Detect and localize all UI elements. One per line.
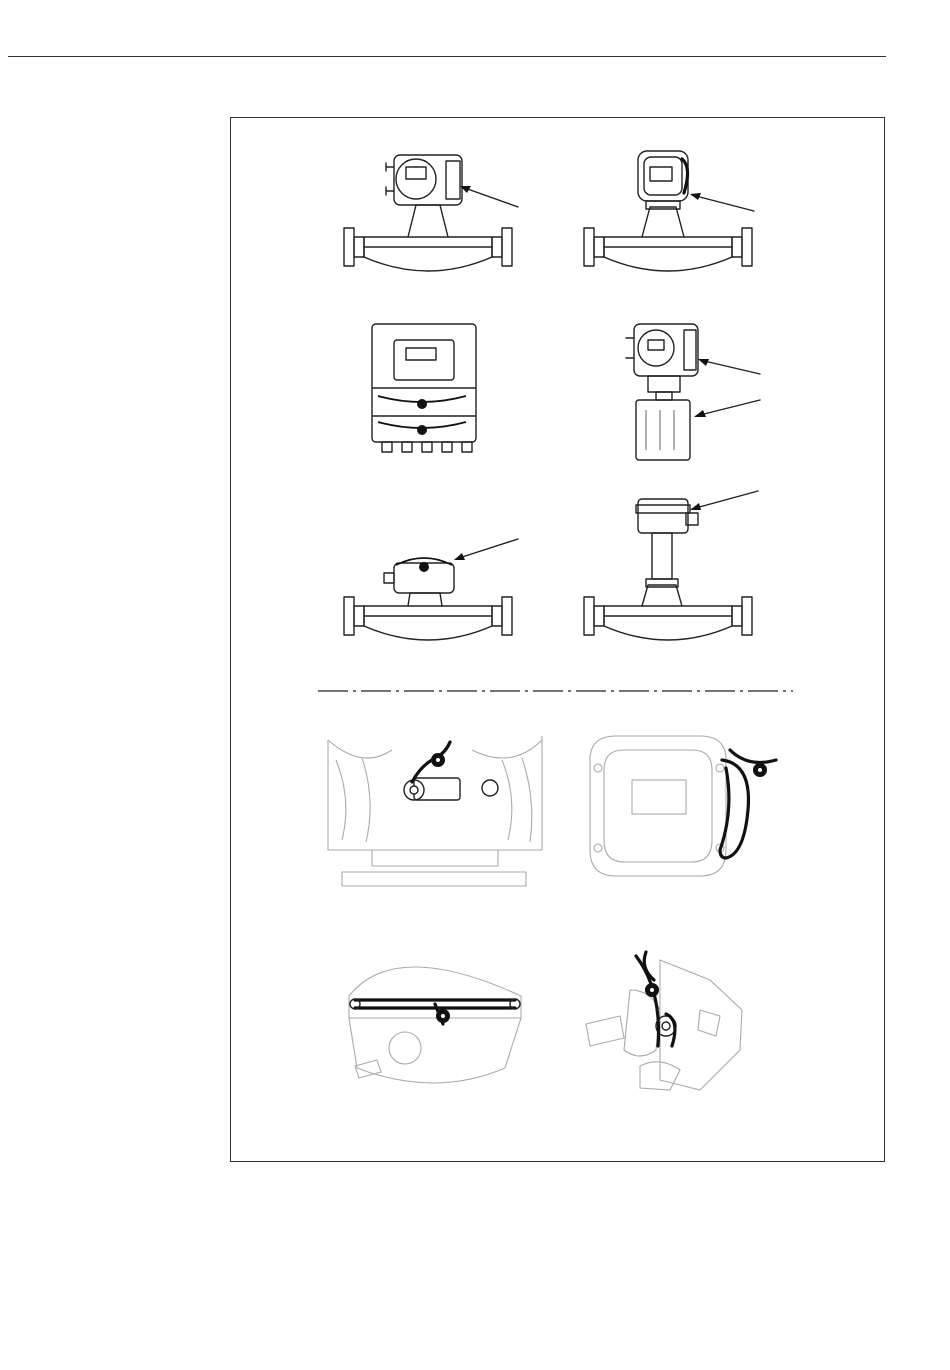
detail-seal-cylinder-housing	[322, 730, 547, 890]
transmitter-housing	[634, 324, 698, 376]
dome-outline	[349, 967, 521, 1018]
seal-wire	[682, 159, 688, 193]
neck	[408, 205, 448, 237]
seal-lead	[419, 562, 429, 572]
detail-seal-screw-cover	[580, 950, 760, 1095]
detail-seal-dome-cover	[335, 948, 535, 1098]
sensor-body	[604, 237, 732, 271]
connection-housing	[636, 400, 690, 460]
seal-arrow	[462, 187, 518, 207]
cable-glands	[386, 163, 394, 195]
compact-flowmeter-aluminium-housing	[338, 145, 528, 280]
sensor-body	[364, 237, 492, 271]
seal-wire	[636, 956, 675, 1046]
seal-arrow	[692, 491, 758, 509]
seal-wire	[720, 760, 748, 858]
seal-lead	[417, 399, 427, 409]
sensor-connection-housing-low	[338, 535, 528, 655]
section-separator	[318, 688, 793, 694]
seal-arrow	[456, 539, 518, 559]
figure-frame	[230, 117, 885, 1162]
connection-housing	[638, 499, 688, 533]
seal-arrow-upper	[700, 360, 760, 374]
cover-outline	[590, 736, 726, 876]
remote-sensor-with-connection-housing	[620, 318, 770, 468]
cable-glands	[382, 442, 472, 452]
header-rule	[8, 56, 886, 57]
sensor-body	[604, 606, 732, 640]
detail-seal-round-cover	[580, 730, 790, 890]
compact-flowmeter-round-housing	[578, 145, 768, 280]
seal-arrow-lower	[696, 400, 760, 416]
extension-neck	[652, 533, 672, 579]
wall-mount-transmitter	[364, 318, 484, 468]
sensor-body	[364, 606, 492, 640]
sensor-connection-housing-high	[578, 485, 768, 655]
seal-arrow	[692, 195, 754, 211]
housing-outline	[660, 960, 742, 1090]
